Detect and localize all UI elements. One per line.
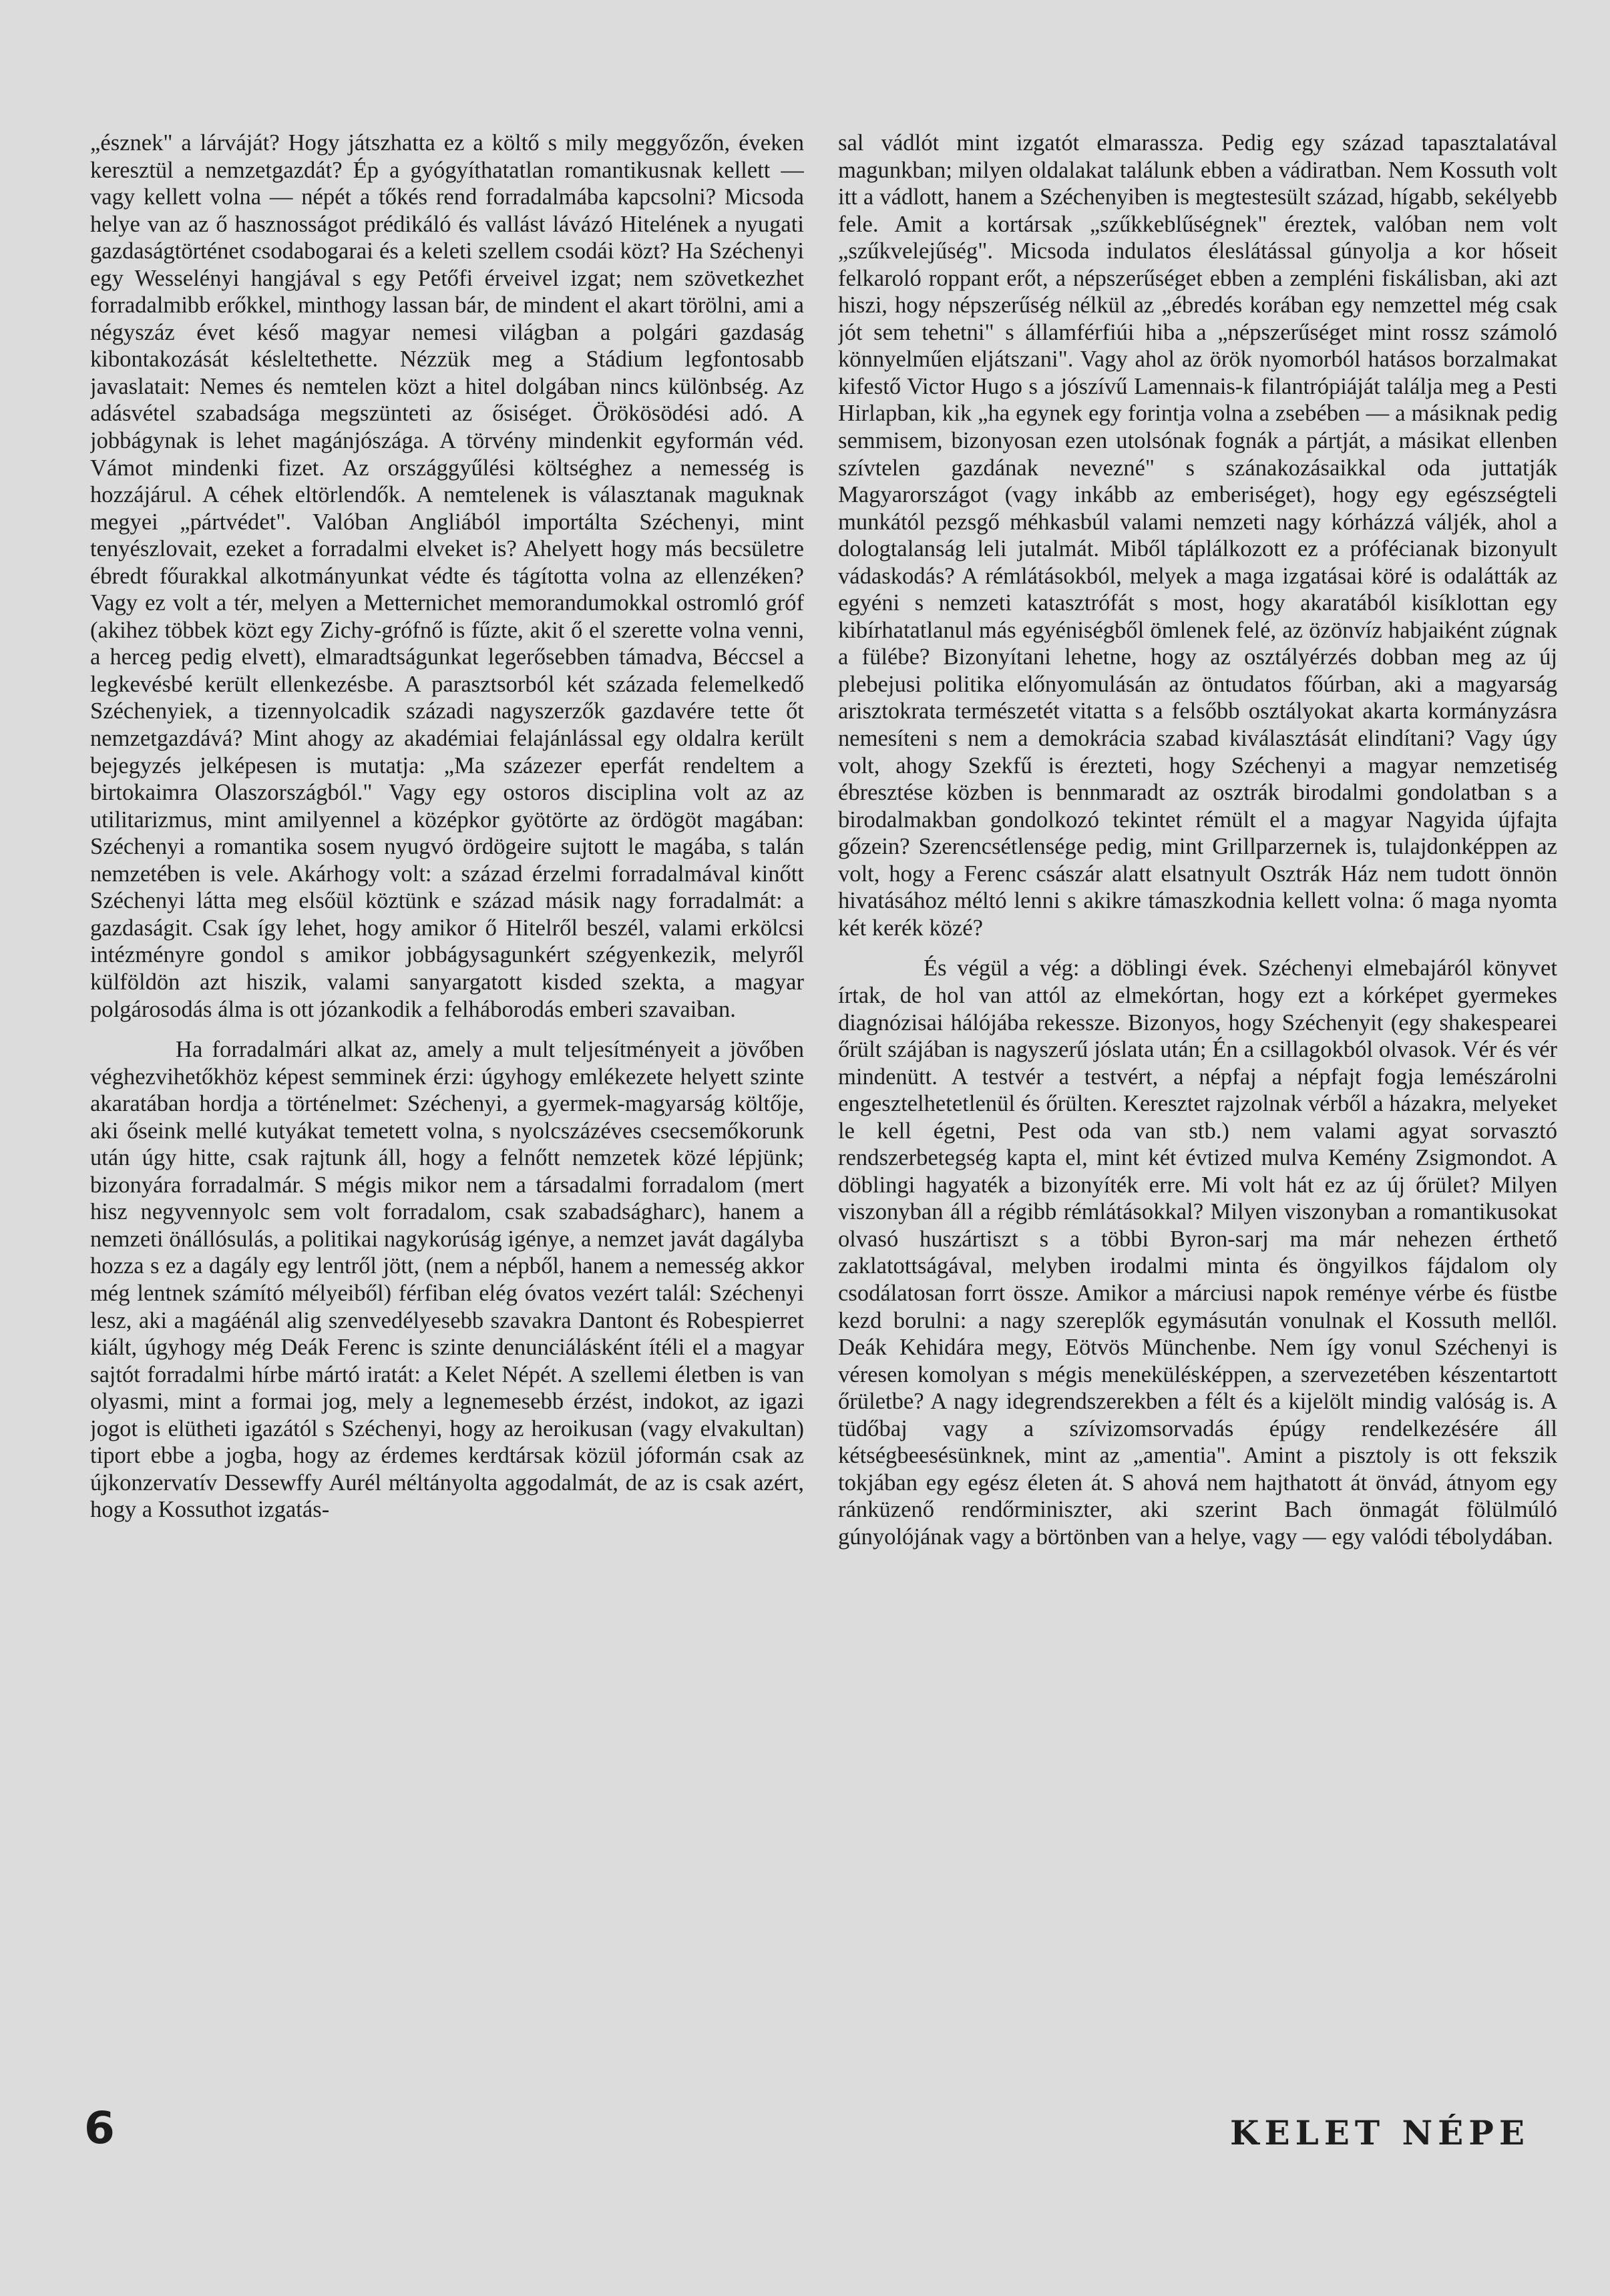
article-right-column bbox=[838, 130, 1557, 2132]
page-number: 6 bbox=[84, 2102, 115, 2154]
right-paragraph-1: sal vádlót mint izgatót elmarassza. Pedig egy század tapasztalatával magunkban; milyen oldalakat találunk ebben a vádiratban. Nem Kossuth volt itt a vádlott, hanem a Széchenyiben is megtestesült század, hígabb, sekélyebb fele. Amit a kortársak „szűkkeblűségnek" éreztek, valóban nem volt „szűkvelejűség". Micsoda indulatos éleslátással gúnyolja a kor hőseit felkaroló roppant erőt, a népszerűséget ebben a zempléni fiskálisban, aki azt hiszi, hogy népszerűség nélkül az „ébredés korában egy nemzettel még csak jót sem tehetni" s államférfiúi hiba a „népszerűséget mint rossz számoló könnyelműen eljátszani". Vagy ahol az örök nyomorból hatásos borzalmakat kifestő Victor Hugo s a jószívű Lamennais-k filantrópiáját találja meg a Pesti Hirlapban, kik „ha egynek egy forintja volna a zsebében — a másiknak pedig semmisem, bizonyosan ezen utolsónak fognák a pártját, a másikat ellenben szívtelen gazdának nevezné" s szánakozásaikkal oda juttatják Magyarországot (vagy inkább az emberiséget), hogy egy egészségteli munkától pezsgő méhkasbúl valami nemzeti nagy kórházzá váljék, ahol a dologtalanság leli jutalmát. Miből táplálkozott ez a prófécianak bizonyult vádaskodás? A rémlátásokból, melyek a maga izgatásai köré is odalátták az egyéni s nemzeti katasztrófát s most, hogy akaratából kisíklottan egy kibírhatatlanul más egyéniségből ömlenek felé, az özönvíz habjaiként zúgnak a fülébe? Bizonyítani lehetne, hogy az osztályérzés dobban meg az új plebejusi politika előnyomulásán az öntudatos főúrban, aki a magyarság arisztokrata természetét vitatta s a felsőbb osztályokat akarta kormányzásra nemesíteni s nem a demokrácia szabad kiválasztását elindítani? Vagy úgy volt, ahogy Szekfű is érezteti, hogy Széchenyi a magyar nemzetiség ébresztése közben is bennmaradt az osztrák birodalmi gondolatban s a birodalmakban gondolkozó tekintet rémült el a magyar Nagyida újfajta gőzein? Szerencsétlensége pedig, mint Grillparzernek is, tulajdonképpen az volt, hogy a Ferenc császár alatt elsatnyult Osztrák Ház nem tudott önnön hivatásához méltó lenni s akikre támaszkodnia kellett volna: ő maga nyomta két kerék közé? bbox=[838, 130, 1557, 941]
article-left-column bbox=[90, 130, 804, 2132]
left-paragraph-2: Ha forradalmári alkat az, amely a mult teljesítményeit a jövőben véghezvihetőkhöz képest semminek érzi: úgyhogy emlékezete helyett szinte akaratában hordja a történelmet: Széchenyi, a gyermek-magyarság költője, aki őseink mellé kutyákat temetett volna, s nyolcszázéves csecsemőkorunk után úgy hitte, csak rajtunk áll, hogy a felnőtt nemzetek közé lépjünk; bizonyára forradalmár. S mégis mikor nem a társadalmi forradalom (mert hisz negyvennyolc sem volt forradalom, csak szabadságharc), hanem a nemzeti önállósulás, a politikai nagykorúság igénye, a nemzet javát dagályba hozza s ez a dagály egy lentről jött, (nem a népből, hanem a nemesség akkor még lentnek számító mélyeiből) férfiban elég óvatos vezért talál: Széchenyi lesz, aki a magáénál alig szenvedélyesebb szavakra Dantont és Robespierret kiált, úgyhogy még Deák Ferenc is szinte denunciálásként ítéli el a magyar sajtót forradalmi hírbe mártó iratát: a Kelet Népét. A szellemi életben is van olyasmi, mint a formai jog, mely a legnemesebb érzést, indokot, az igazi jogot is elütheti igazától s Széchenyi, hogy az heroikusan (vagy elvakultan) tiport ebbe a jogba, hogy az érdemes kerdtársak közül jóformán csak az újkonzervatív Dessewffy Aurél méltányolta aggodalmát, de az is csak azért, hogy a Kossuthot izgatás- bbox=[90, 1037, 804, 1523]
left-paragraph-1: „észnek" a lárváját? Hogy játszhatta ez a költő s mily meggyőzőn, éveken keresztül a nemzetgazdát? Ép a gyógyíthatatlan romantikusnak kellett — vagy kellett volna — népét a tőkés rend forradalmába kapcsolni? Micsoda helye van az ő hasznosságot prédikáló és vallást lávázó Hitelének a nyugati gazdaságtörténet csodabogarai és a keleti szellem csodái közt? Ha Széchenyi egy Wesselényi hangjával s egy Petőfi érveivel izgat; nem szövetkezhet forradalmibb erőkkel, minthogy lassan bár, de mindent el akart törölni, ami a négyszáz évet késő magyar nemesi világban a polgári gazdaság kibontakozását késleltethette. Nézzük meg a Stádium legfontosabb javaslatait: Nemes és nemtelen közt a hitel dolgában nincs különbség. Az adásvétel szabadsága megszünteti az ősiséget. Örökösödési adó. A jobbágynak is lehet magánjószága. A törvény mindenkit egyformán véd. Vámot mindenki fizet. Az országgyűlési költséghez a nemesség is hozzájárul. A céhek eltörlendők. A nemtelenek is választanak maguknak megyei „pártvédet". Valóban Angliából importálta Széchenyi, mint tenyészlovait, ezeket a forradalmi elveket is? Ahelyett hogy más becsületre ébredt főurakkal alkotmányunkat védte és tágította volna az ellenzéken? Vagy ez volt a tér, melyen a Metternichet memorandumokkal ostromló gróf (akihez többek közt egy Zichy-grófnő is fűzte, akit ő el szerette volna venni, a herceg pedig elvett), elmaradtságunkat legerősebben támadva, Béccsel a legkevésbé került ellenkezésbe. A parasztsorból két százada felemelkedő Széchenyiek, a tizennyolcadik századi nagyszerzők gazdavére tette őt nemzetgazdává? Mint ahogy az akadémiai felajánlással egy oldalra került bejegyzés jelképesen is mutatja: „Ma százezer eperfát rendeltem a birtokaimra Olaszországból." Vagy egy ostoros disciplina volt az az utilitarizmus, mint amilyennel a középkor gyötörte az ördögöt magában: Széchenyi a romantika sosem nyugvó ördögeire sujtott le magába, s talán nemzetében is vele. Akárhogy volt: a század érzelmi forradalmával kinőtt Széchenyi látta meg elsőül köztünk e század másik nagy forradalmát: a gazdaságit. Csak így lehet, hogy amikor ő Hitelről beszél, valami erkölcsi intézményre gondol s amikor jobbágysagunkért szégyenkezik, melyről külföldön azt hiszik, valami sanyargatott kisded szekta, a magyar polgárosodás álma is ott józankodik a felháborodás emberi szavaiban. bbox=[90, 130, 804, 1022]
right-paragraph-2: És végül a vég: a döblingi évek. Széchenyi elmebajáról könyvet írtak, de hol van attól az elmekórtan, hogy ezt a kórképet gyermekes diagnózisai hálójába rekessze. Bizonyos, hogy Széchenyit (egy shakespearei őrült szájában is nagyszerű jóslata után; Én a csillagokból olvasok. Vér és vér mindenütt. A testvér a testvért, a népfaj a népfajt fogja lemészárolni engesztelhetetlenül és őrülten. Keresztet rajzolnak vérből a házakra, melyeket le kell égetni, Pest oda van stb.) nem valami agyat sorvasztó rendszerbetegség kapta el, mint két évtized mulva Kemény Zsigmondot. A döblingi hagyaték a bizonyíték erre. Mi volt hát ez az új őrület? Milyen viszonyban áll a régibb rémlátásokkal? Milyen viszonyban a romantikusokat olvasó huszártiszt s a többi Byron-sarj ma már nehezen érthető zaklatottságával, melyben irodalmi minta és öngyilkos fájdalom oly csodálatosan forrt össze. Amikor a márciusi napok reménye vérbe és füstbe kezd borulni: a nagy szereplők egymásután vonulnak el Kossuth mellől. Deák Kehidára megy, Eötvös Münchenbe. Nem így vonul Széchenyi is véresen komolyan s mégis menekülésképpen, a szervezetében készentartott őrületbe? A nagy idegrendszerekben a félt és a kijelölt mindig valóság is. A tüdőbaj vagy a szívizomsorvadás épúgy rendelkezésére áll kétségbeesésünknek, mint az „amentia". Amint a pisztoly is ott fekszik tokjában egy egész életen át. S ahová nem hajthatott át önvád, átnyom egy ránküzenő rendőrminiszter, aki szerint Bach önmagát fölülmúló gúnyolójának vagy a börtönben van a helye, vagy — egy valódi tébolydában. bbox=[838, 955, 1557, 1550]
magazine-title: KELET NÉPE bbox=[1230, 2113, 1530, 2152]
